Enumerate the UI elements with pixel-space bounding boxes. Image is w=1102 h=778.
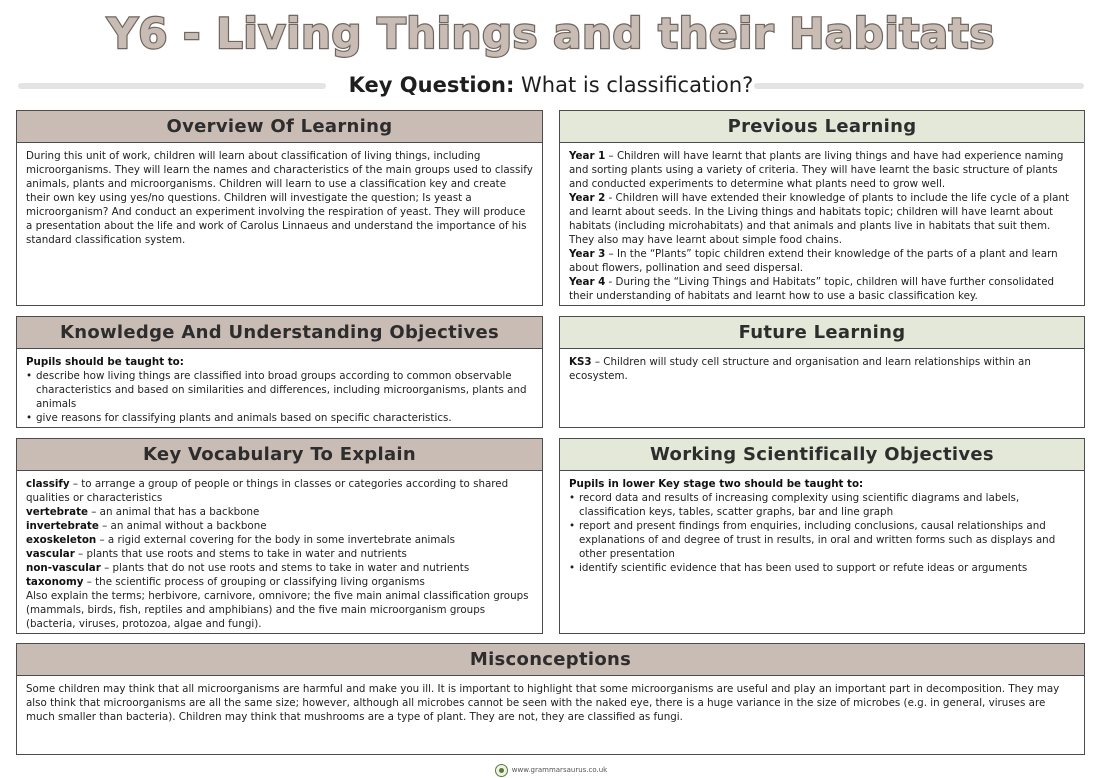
working-scientifically-heading: Working Scientifically Objectives bbox=[560, 439, 1084, 471]
misconceptions-heading: Misconceptions bbox=[17, 644, 1084, 676]
previous-item bbox=[569, 247, 1075, 275]
vocab-extra: Also explain the terms; herbivore, carnivore, omnivore; the five main animal classification groups (mammals, birds, fish, reptiles and amphibians) and the five main microorganism groups (bacteria, viruses, protozoa, algae and fungi). bbox=[26, 590, 529, 630]
vocab-term: taxonomy bbox=[26, 576, 84, 588]
overview-text: During this unit of work, children will learn about classification of living things, including microorganisms. They will learn the names and characteristics of the main groups used to classify animals, plants and microorganisms. Children will learn to use a classification key and create their own key using yes/no questions. Children will investigate the question; Is yeast a microorganism? And conduct an experiment involving the respiration of yeast. They will produce a presentation about the life and work of Carolus Linnaeus and understand the importance of his standard classification system. bbox=[26, 150, 533, 246]
vocab-term: classify bbox=[26, 478, 70, 490]
key-question bbox=[18, 68, 1084, 102]
vocab-entry bbox=[26, 477, 533, 505]
vocab-definition: – an animal without a backbone bbox=[98, 520, 267, 532]
vocab-entry bbox=[26, 519, 533, 533]
working-bullet: • record data and results of increasing complexity using scientific diagrams and labels, classification keys, tables, scatter graphs, bar and line graph bbox=[569, 491, 1075, 519]
key-question-label: Key Question: bbox=[348, 73, 515, 97]
vocab-term: vertebrate bbox=[26, 506, 88, 518]
vocab-term: exoskeleton bbox=[26, 534, 97, 546]
previous-item-label: Year 1 bbox=[569, 150, 606, 162]
vocab-entry bbox=[26, 547, 533, 561]
vocab-entry bbox=[26, 575, 533, 589]
knowledge-intro: Pupils should be taught to: bbox=[26, 356, 184, 368]
knowledge-objectives-body bbox=[17, 349, 542, 425]
previous-learning-heading: Previous Learning bbox=[560, 111, 1084, 143]
previous-item-text: - Children will have extended their knowledge of plants to include the life cycle of a plant and learnt about seeds. In the Living things and habitats topic; children will have learnt about habitats (including microhabitats) and that animals and plants live in habitats that suit them. They also may have learnt about simple food chains. bbox=[569, 192, 1070, 246]
vocab-term: invertebrate bbox=[26, 520, 99, 532]
previous-item-text: - During the “Living Things and Habitats” topic, children will have further consolidated their understanding of habitats and learnt how to use a basic classification key. bbox=[569, 276, 1055, 302]
vocab-definition: – the scientific process of grouping or classifying living organisms bbox=[83, 576, 425, 588]
future-learning-body bbox=[560, 349, 1084, 383]
working-scientifically-body bbox=[560, 471, 1084, 575]
previous-item-text: – In the “Plants” topic children extend their knowledge of the parts of a plant and learn about flowers, pollination and seed dispersal. bbox=[569, 248, 1058, 274]
future-learning-section bbox=[559, 316, 1085, 428]
vocab-entry bbox=[26, 561, 533, 575]
footer-url[interactable]: www.grammarsaurus.co.uk bbox=[511, 766, 608, 774]
working-bullet: • identify scientific evidence that has been used to support or refute ideas or arguments bbox=[569, 561, 1075, 575]
previous-item-label: Year 2 bbox=[569, 192, 606, 204]
future-item bbox=[569, 355, 1075, 383]
key-vocabulary-section bbox=[16, 438, 543, 634]
vocab-definition: – a rigid external covering for the body in some invertebrate animals bbox=[96, 534, 455, 546]
knowledge-bullet-list bbox=[26, 369, 533, 425]
misconceptions-body bbox=[17, 676, 1084, 724]
future-learning-heading: Future Learning bbox=[560, 317, 1084, 349]
previous-learning-body bbox=[560, 143, 1084, 303]
previous-item bbox=[569, 275, 1075, 303]
grammarsaurus-logo-icon bbox=[495, 764, 508, 777]
vocab-term: vascular bbox=[26, 548, 75, 560]
previous-learning-section bbox=[559, 110, 1085, 306]
key-vocabulary-body bbox=[17, 471, 542, 631]
overview-body bbox=[17, 143, 542, 247]
future-label: KS3 bbox=[569, 356, 592, 368]
previous-item bbox=[569, 149, 1075, 191]
previous-item-text: – Children will have learnt that plants are living things and have had experience naming and sorting plants using a variety of criteria. They will have learnt the basic structure of plants and conducted experiments to determine what plants need to grow well. bbox=[569, 150, 1064, 190]
knowledge-bullet: • give reasons for classifying plants and animals based on specific characteristics. bbox=[26, 411, 533, 425]
vocab-definition: – to arrange a group of people or things in classes or categories according to shared qualities or characteristics bbox=[26, 478, 509, 504]
vocab-definition: – plants that do not use roots and stems to take in water and nutrients bbox=[100, 562, 470, 574]
misconceptions-section bbox=[16, 643, 1085, 755]
working-scientifically-section bbox=[559, 438, 1085, 634]
knowledge-objectives-section bbox=[16, 316, 543, 428]
working-bullet: • report and present findings from enquiries, including conclusions, causal relationships and explanations of and degree of trust in results, in oral and written forms such as displays and other presentation bbox=[569, 519, 1075, 561]
key-question-value: What is classification? bbox=[521, 73, 754, 97]
vocab-definition: – plants that use roots and stems to take in water and nutrients bbox=[74, 548, 407, 560]
knowledge-bullet: • describe how living things are classified into broad groups according to common observable characteristics and based on similarities and differences, including microorganisms, plants and animals bbox=[26, 369, 533, 411]
working-bullet-list bbox=[569, 491, 1075, 575]
previous-item-label: Year 4 bbox=[569, 276, 606, 288]
previous-item-label: Year 3 bbox=[569, 248, 606, 260]
vocab-entry bbox=[26, 533, 533, 547]
misconceptions-text: Some children may think that all microorganisms are harmful and make you ill. It is important to highlight that some microorganisms are useful and play an important part in decomposition. They may also think that microorganisms are all the same size; however, although all microbes cannot be seen with the naked eye, there is a huge variance in the size of microbes (e.g. in general, viruses are much smaller than bacteria). Children may think that mushrooms are a type of plant. They are not, they are classified as fungi. bbox=[26, 683, 1060, 723]
working-intro: Pupils in lower Key stage two should be taught to: bbox=[569, 478, 864, 490]
footer bbox=[0, 762, 1102, 778]
key-question-text bbox=[18, 68, 1084, 102]
vocab-entry bbox=[26, 505, 533, 519]
previous-item bbox=[569, 191, 1075, 247]
future-text: – Children will study cell structure and organisation and learn relationships within an ecosystem. bbox=[569, 356, 1031, 382]
knowledge-objectives-heading: Knowledge And Understanding Objectives bbox=[17, 317, 542, 349]
page-title: Y6 - Living Things and their Habitats bbox=[107, 9, 995, 58]
vocab-term: non-vascular bbox=[26, 562, 101, 574]
overview-section bbox=[16, 110, 543, 306]
overview-heading: Overview Of Learning bbox=[17, 111, 542, 143]
key-vocabulary-heading: Key Vocabulary To Explain bbox=[17, 439, 542, 471]
vocab-definition: – an animal that has a backbone bbox=[87, 506, 260, 518]
